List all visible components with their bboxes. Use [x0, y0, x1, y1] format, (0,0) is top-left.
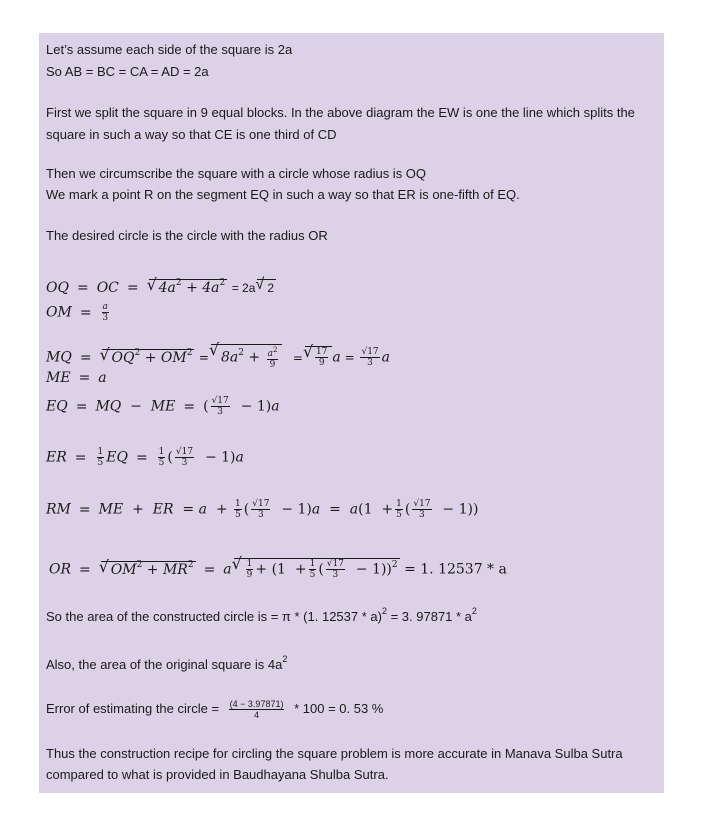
text-circumscribe-1: Then we circumscribe the square with a circle whose radius is OQ	[46, 166, 427, 181]
eq-or: OR =√ $OM^2 + MR^2 = a$ √ $\frac{1}{9}$ + (1 + $\frac{1}{5}$ ( $\frac{√17}{3}$ − 1))$^2$ = 1. 12537 * a	[49, 558, 507, 580]
text-conclusion-1: Thus the construction recipe for circling the square problem is more accurate in Manava Sulba Sutra	[46, 746, 623, 761]
text-area-circle: So the area of the constructed circle is = π * (1. 12537 * a)$^2$ = 3. $97871 * a^2$	[46, 606, 477, 624]
text-circumscribe-2: We mark a point R on the segment EQ in such a way so that ER is one-fifth of EQ.	[46, 187, 520, 202]
text-conclusion-2: compared to what is provided in Baudhayana Shulba Sutra.	[46, 767, 389, 782]
eq-oq: OQ = OC =√ $4a^2 + 4a^2 = 2a√$ 2	[46, 279, 276, 298]
eq-eq: EQ = MQ − ME = ( $\frac{√17}{3}$ − 1)a	[46, 396, 280, 417]
eq-rm: RM = ME + ER = a + $\frac{1}{5}$ ( $\frac{√17}{3}$ − 1)a = a(1 + $\frac{1}{5}$ ( $\frac{√17}{3}$ − 1))	[46, 499, 479, 520]
text-sides: So AB = BC = CA = AD = 2a	[46, 64, 209, 79]
eq-mq: MQ =√ $OQ^2 + OM^2$ =√ $8a^2$ + $\frac{a^2}{9}$ = √ $\frac{17}{9}$ a = $\frac{√17}{3}$ a	[46, 344, 390, 370]
text-assume: Let’s assume each side of the square is 2a	[46, 42, 293, 57]
eq-er: ER = $\frac{1}{5}$ EQ = $\frac{1}{5}$ ( $\frac{√17}{3}$ − 1)a	[46, 447, 244, 468]
text-split-2: square in such a way so that CE is one third of CD	[46, 127, 337, 142]
eq-om: OM = $\frac{a}{3}$	[46, 302, 109, 323]
text-split-1: First we split the square in 9 equal blocks. In the above diagram the EW is one the line which splits the	[46, 105, 635, 120]
text-error: Error of estimating the circle = $\frac{(4 - 3.97871)}{4}$ * 100 = 0. 53 %	[46, 699, 384, 720]
text-area-square: Also, the area of the original square is $4a^2$	[46, 654, 288, 672]
text-desired: The desired circle is the circle with the radius OR	[46, 228, 328, 243]
eq-me: ME = a	[46, 370, 107, 386]
